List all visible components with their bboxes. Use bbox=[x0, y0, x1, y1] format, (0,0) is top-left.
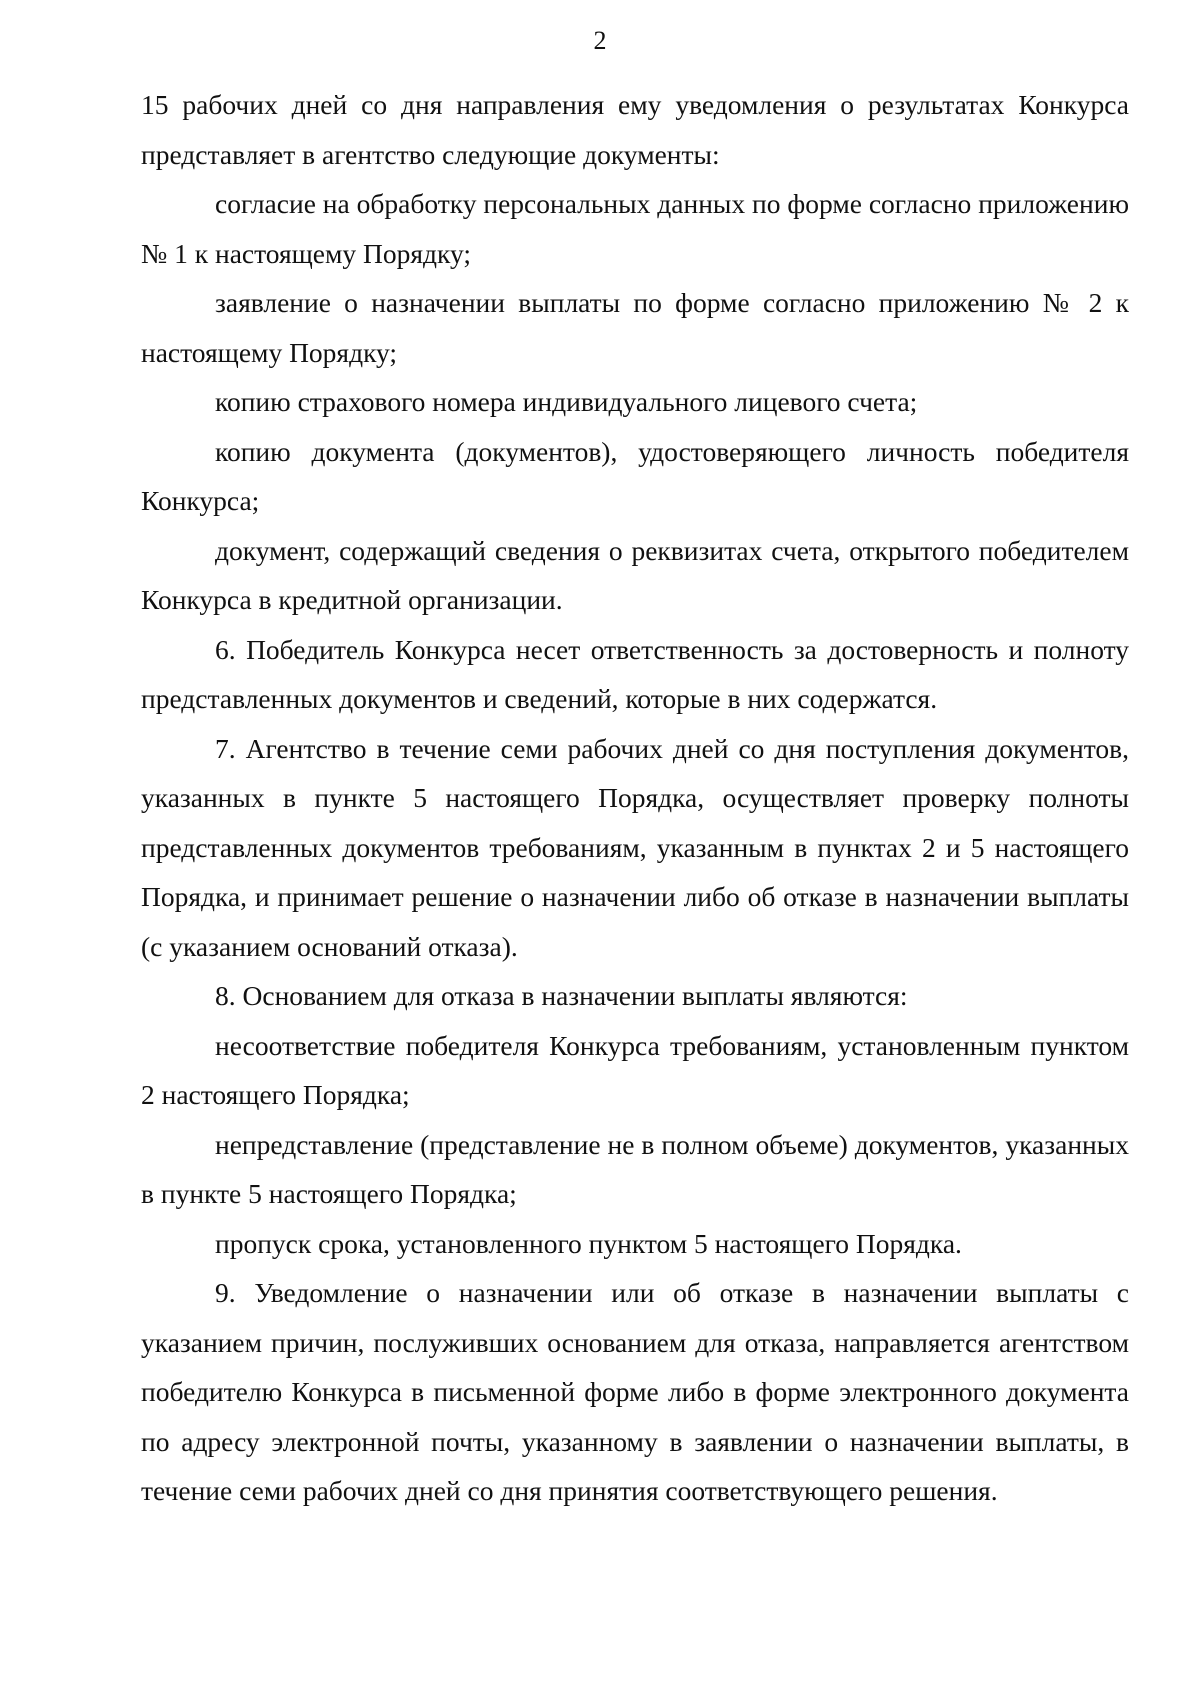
paragraph-refusal-reason-3: пропуск срока, установленного пунктом 5 настоящего Порядка. bbox=[215, 1227, 962, 1259]
paragraph-clause-9: 9. Уведомление о назначении или об отказе в назначении выплаты с указанием причин, послуживших основанием для отказа, направляется агентством победителю Конкурса в письменной форме либо в форме электронного документа по адресу электронной почты, указанному в заявлении о назначении выплаты, в течение семи рабочих дней со дня принятия соответствующего решения. bbox=[141, 1277, 1129, 1506]
paragraph-refusal-reason-1: несоответствие победителя Конкурса требованиям, установленным пунктом 2 настоящего Порядка; bbox=[141, 1029, 1129, 1110]
paragraph-continuation: 15 рабочих дней со дня направления ему уведомления о результатах Конкурса представляет в агентство следующие документы: bbox=[141, 89, 1129, 170]
page-number: 2 bbox=[593, 26, 607, 55]
paragraph-identity-item: копию документа (документов), удостоверяющего личность победителя Конкурса; bbox=[141, 435, 1129, 516]
paragraph-clause-8: 8. Основанием для отказа в назначении выплаты являются: bbox=[215, 980, 908, 1011]
document-body bbox=[141, 80, 1129, 1516]
paragraph-clause-7: 7. Агентство в течение семи рабочих дней со дня поступления документов, указанных в пункте 5 настоящего Порядка, осуществляет проверку полноты представленных документов требованиям, указанным в пунктах 2 и 5 настоящего Порядка, и принимает решение о назначении либо об отказе в назначении выплаты (с указанием оснований отказа). bbox=[141, 732, 1129, 962]
paragraph-application-item: заявление о назначении выплаты по форме согласно приложению № 2 к настоящему Порядку; bbox=[141, 287, 1129, 368]
paragraph-clause-6: 6. Победитель Конкурса несет ответственность за достоверность и полноту представленных документов и сведений, которые в них содержатся. bbox=[141, 633, 1129, 714]
paragraph-snils-item: копию страхового номера индивидуального лицевого счета; bbox=[215, 386, 918, 417]
paragraph-account-item: документ, содержащий сведения о реквизитах счета, открытого победителем Конкурса в кредитной организации. bbox=[141, 534, 1129, 615]
paragraph-refusal-reason-2: непредставление (представление не в полном объеме) документов, указанных в пункте 5 настоящего Порядка; bbox=[141, 1128, 1129, 1209]
paragraph-consent-item: согласие на обработку персональных данных по форме согласно приложению № 1 к настоящему Порядку; bbox=[141, 188, 1129, 269]
